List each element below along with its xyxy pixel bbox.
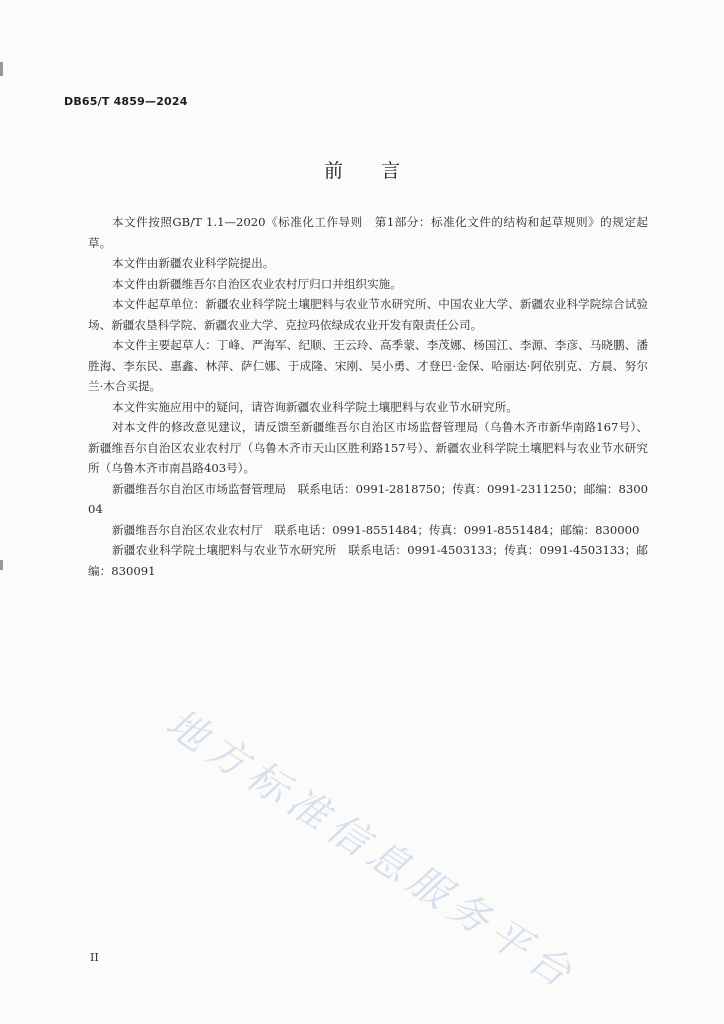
scan-edge-mark [0, 62, 3, 76]
contact-agriculture-department: 新疆维吾尔自治区农业农村厅 联系电话：0991-8551484；传真：0991-8551484；邮编：830000 [112, 522, 640, 537]
paragraph-feedback: 对本文件的修改意见建议，请反馈至新疆维吾尔自治区市场监督管理局（乌鲁木齐市新华南路167号）、新疆维吾尔自治区农业农村厅（乌鲁木齐市天山区胜利路157号）、新疆农业科学院土壤肥料与农业节水研究所（乌鲁木齐市南昌路403号）。 [88, 420, 648, 475]
contact-market-supervision: 新疆维吾尔自治区市场监督管理局 联系电话：0991-2818750；传真：0991-2311250；邮编：830004 [88, 481, 648, 516]
standard-code: DB65/T 4859—2024 [64, 95, 188, 108]
page-title: 前言 [323, 160, 438, 182]
paragraph-drafters: 本文件主要起草人：丁峰、严海军、纪顺、王云玲、高季蒙、李茂娜、杨国江、李源、李彦、马晓鹏、潘胜海、李东民、惠鑫、林萍、萨仁娜、于成隆、宋刚、吴小勇、才登巴·金保、哈丽达·阿依别克、方晨、努尔兰·木合买提。 [88, 338, 648, 393]
paragraph-administrator: 本文件由新疆维吾尔自治区农业农村厅归口并组织实施。 [112, 276, 402, 291]
foreword-body [88, 212, 648, 581]
paragraph-drafting-rules: 本文件按照GB/T 1.1—2020《标准化工作导则 第1部分：标准化文件的结构和起草规则》的规定起草。 [88, 215, 648, 250]
page-number: II [90, 951, 99, 964]
contact-research-institute: 新疆农业科学院土壤肥料与农业节水研究所 联系电话：0991-4503133；传真：0991-4503133；邮编：830091 [88, 543, 648, 578]
watermark: 地方标准信息服务平台 [157, 700, 586, 1001]
paragraph-proposer: 本文件由新疆农业科学院提出。 [112, 256, 275, 270]
scan-edge-mark [0, 560, 3, 570]
paragraph-inquiries: 本文件实施应用中的疑问，请咨询新疆农业科学院土壤肥料与农业节水研究所。 [112, 399, 518, 414]
paragraph-drafting-units: 本文件起草单位：新疆农业科学院土壤肥料与农业节水研究所、中国农业大学、新疆农业科学院综合试验场、新疆农垦科学院、新疆农业大学、克拉玛依绿成农业开发有限责任公司。 [88, 297, 648, 332]
